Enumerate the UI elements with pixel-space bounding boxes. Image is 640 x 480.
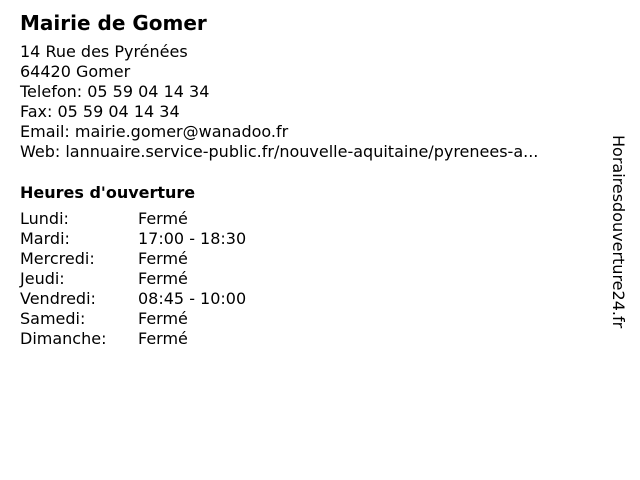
hours-row-sunday bbox=[20, 329, 610, 349]
time-value: Fermé bbox=[138, 269, 188, 288]
time-value: Fermé bbox=[138, 249, 188, 268]
contact-info bbox=[20, 42, 610, 162]
day-label: Samedi: bbox=[20, 309, 86, 328]
time-value: Fermé bbox=[138, 209, 188, 228]
site-watermark: Horairesdouverture24.fr bbox=[609, 135, 628, 329]
time-value: Fermé bbox=[138, 329, 188, 348]
time-value: 17:00 - 18:30 bbox=[138, 229, 247, 248]
day-label: Lundi: bbox=[20, 209, 69, 228]
time-value: Fermé bbox=[138, 309, 188, 328]
address-city: 64420 Gomer bbox=[20, 62, 131, 81]
day-label: Dimanche: bbox=[20, 329, 107, 348]
hours-row-friday bbox=[20, 289, 610, 309]
hours-row-monday bbox=[20, 209, 610, 229]
web-line: Web: lannuaire.service-public.fr/nouvelle-aquitaine/pyrenees-a... bbox=[20, 142, 539, 161]
phone-line: Telefon: 05 59 04 14 34 bbox=[20, 82, 210, 101]
fax-line: Fax: 05 59 04 14 34 bbox=[20, 102, 180, 121]
hours-row-saturday bbox=[20, 309, 610, 329]
business-name: Mairie de Gomer bbox=[20, 11, 207, 35]
time-value: 08:45 - 10:00 bbox=[138, 289, 247, 308]
hours-row-thursday bbox=[20, 269, 610, 289]
hours-row-wednesday bbox=[20, 249, 610, 269]
business-card bbox=[20, 10, 610, 349]
day-label: Mercredi: bbox=[20, 249, 95, 268]
address-street: 14 Rue des Pyrénées bbox=[20, 42, 188, 61]
day-label: Mardi: bbox=[20, 229, 70, 248]
hours-row-tuesday bbox=[20, 229, 610, 249]
opening-hours-table bbox=[20, 209, 610, 349]
opening-hours-title: Heures d'ouverture bbox=[20, 183, 196, 202]
day-label: Jeudi: bbox=[20, 269, 65, 288]
day-label: Vendredi: bbox=[20, 289, 96, 308]
email-line: Email: mairie.gomer@wanadoo.fr bbox=[20, 122, 289, 141]
